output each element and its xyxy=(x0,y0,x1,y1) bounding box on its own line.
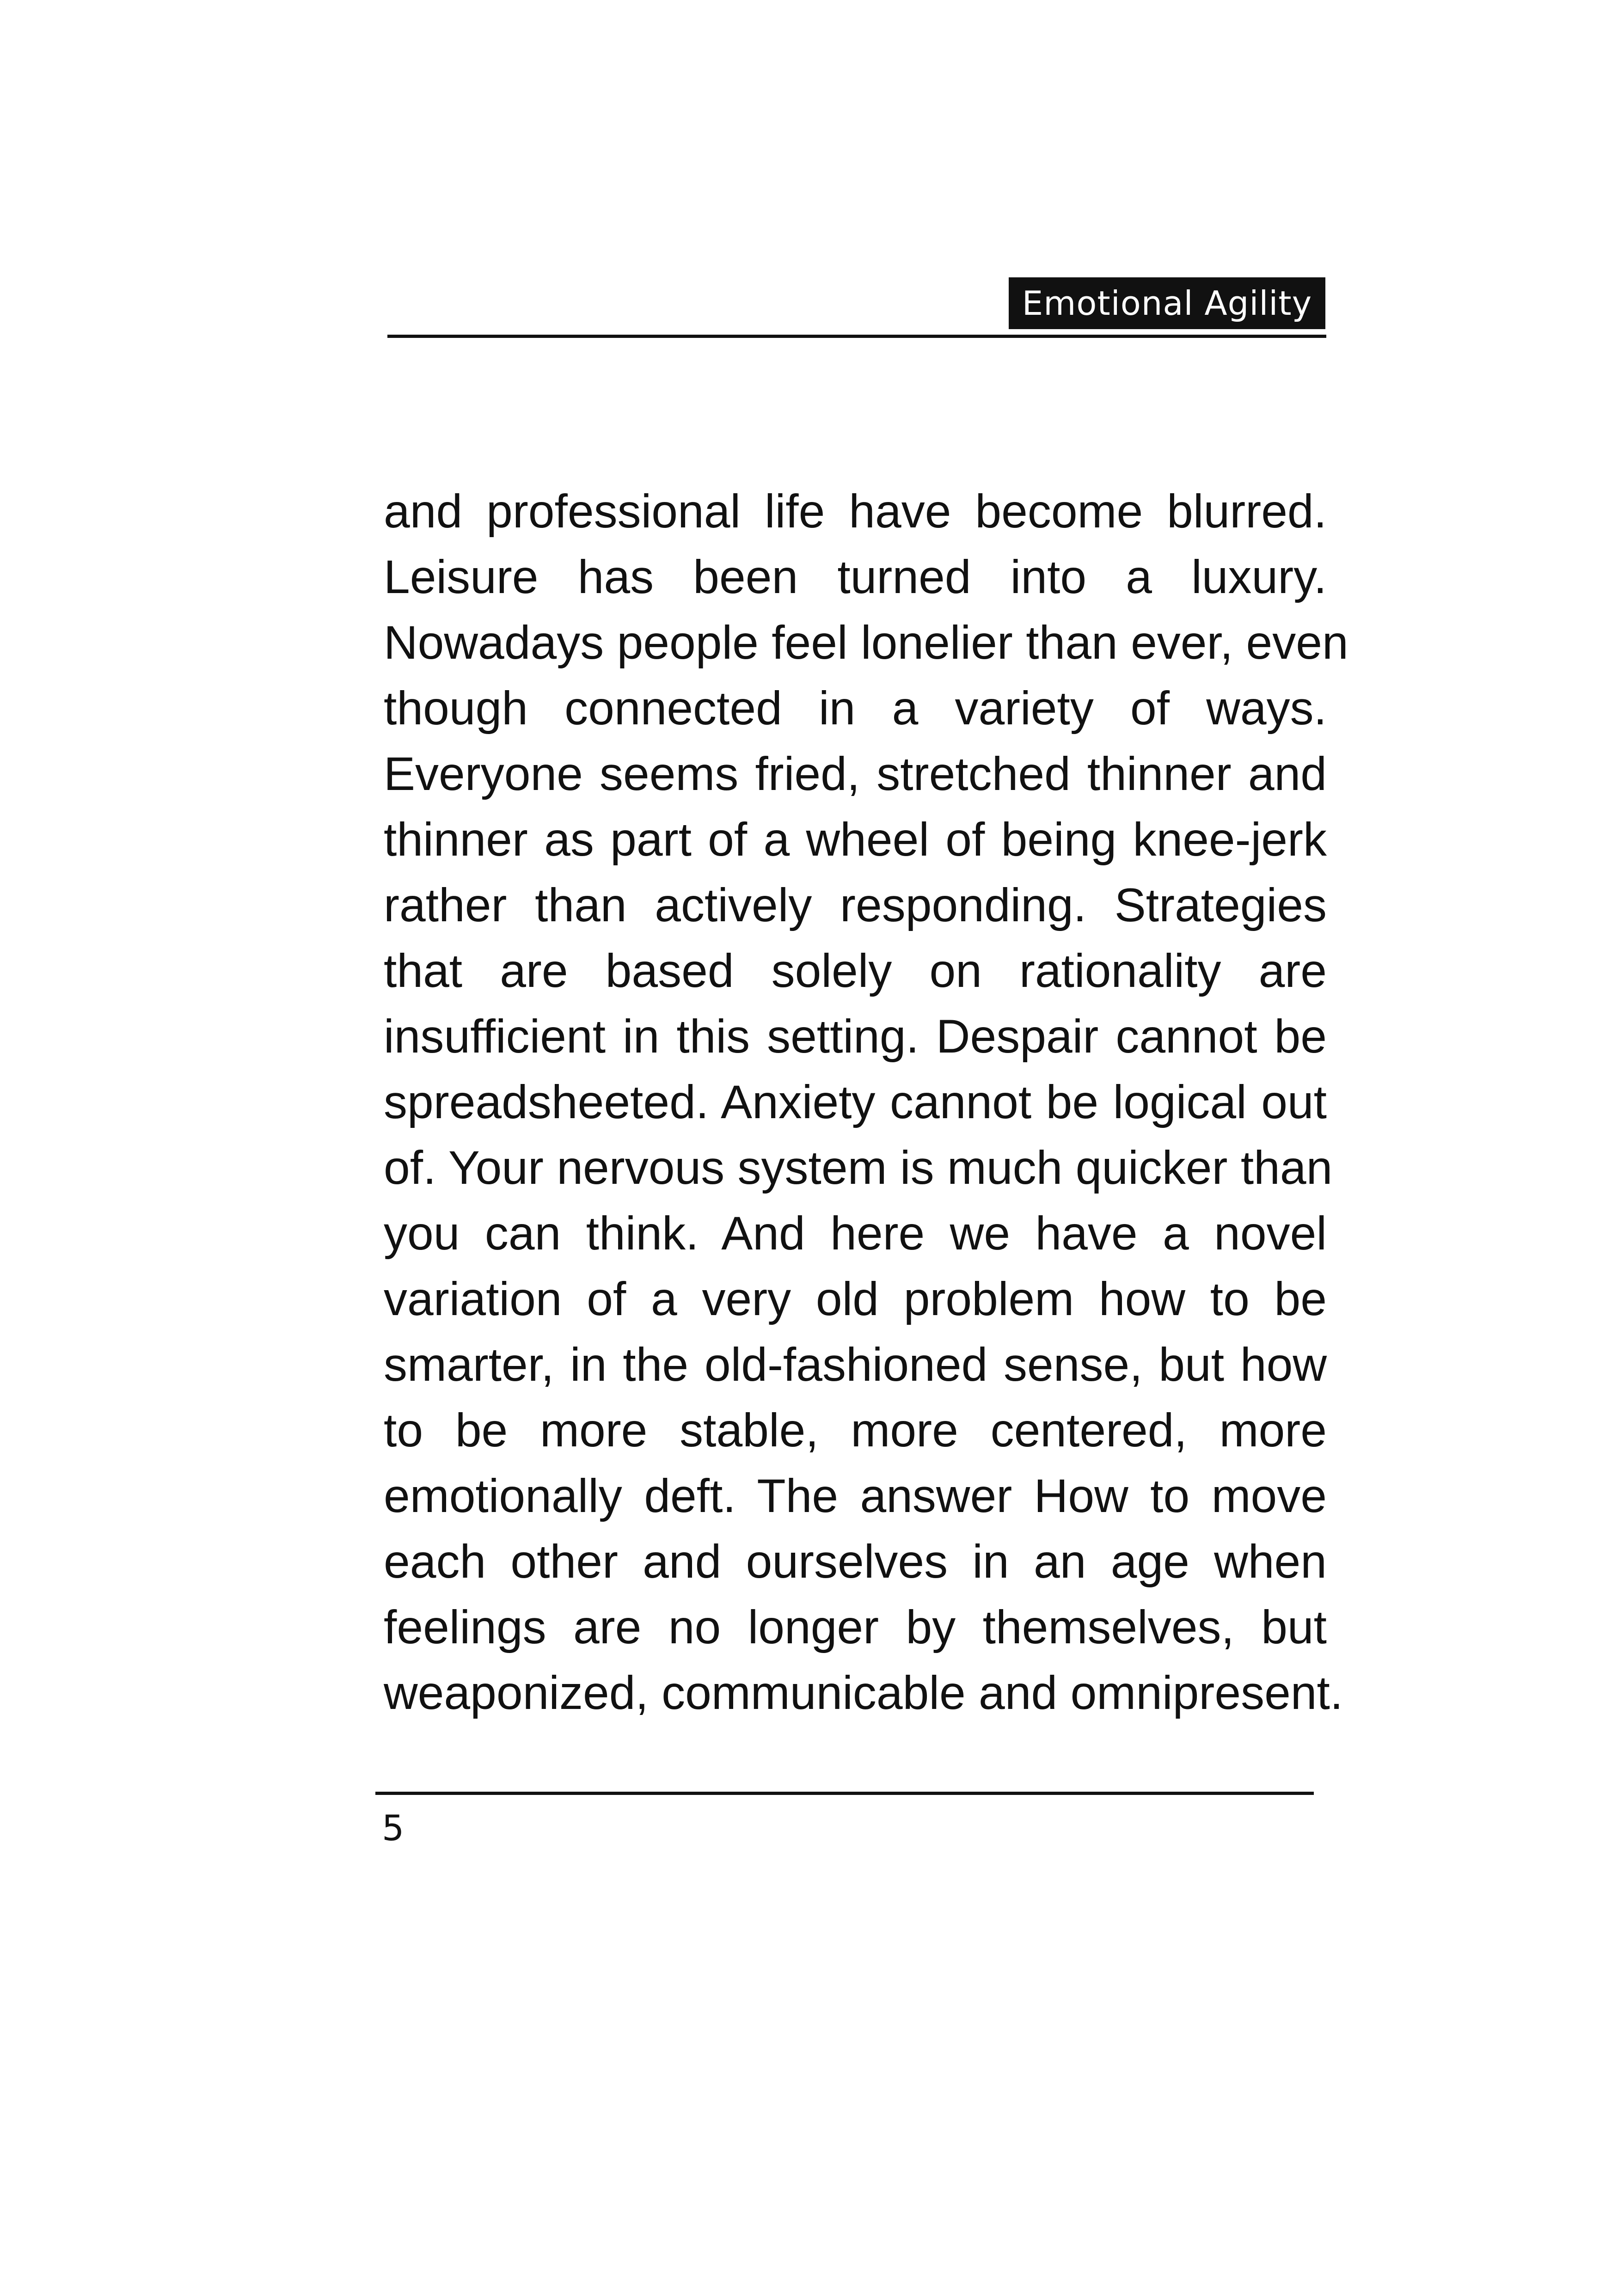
text-line: each other and ourselves in an age when xyxy=(384,1535,1327,1588)
text-line: though connected in a variety of ways. xyxy=(384,682,1327,735)
text-line: weaponized, communicable and omnipresent. xyxy=(384,1666,1343,1719)
footer-divider xyxy=(375,1792,1314,1795)
text-line: variation of a very old problem how to be xyxy=(384,1273,1327,1325)
header-divider xyxy=(387,335,1326,338)
text-line: Nowadays people feel lonelier than ever, even xyxy=(384,616,1348,669)
text-line: thinner as part of a wheel of being knee-jerk xyxy=(384,813,1327,866)
text-line: of. Your nervous system is much quicker than xyxy=(384,1141,1333,1194)
body-paragraph xyxy=(384,478,1348,1726)
text-line: and professional life have become blurred. xyxy=(384,485,1327,538)
text-line: Everyone seems fried, stretched thinner and xyxy=(384,747,1327,800)
text-line: rather than actively responding. Strategies xyxy=(384,879,1327,931)
text-line: emotionally deft. The answer How to move xyxy=(384,1469,1327,1522)
text-line: that are based solely on rationality are xyxy=(384,944,1327,997)
text-line: feelings are no longer by themselves, but xyxy=(384,1601,1327,1653)
text-line: smarter, in the old-fashioned sense, but how xyxy=(384,1338,1327,1391)
page-number: 5 xyxy=(382,1807,404,1849)
text-line: Leisure has been turned into a luxury. xyxy=(384,551,1327,603)
text-line: you can think. And here we have a novel xyxy=(384,1207,1327,1260)
text-line: to be more stable, more centered, more xyxy=(384,1404,1327,1457)
running-header-title: Emotional Agility xyxy=(1009,277,1325,329)
text-line: insufficient in this setting. Despair cannot be xyxy=(384,1010,1327,1063)
text-line: spreadsheeted. Anxiety cannot be logical out xyxy=(384,1076,1327,1128)
